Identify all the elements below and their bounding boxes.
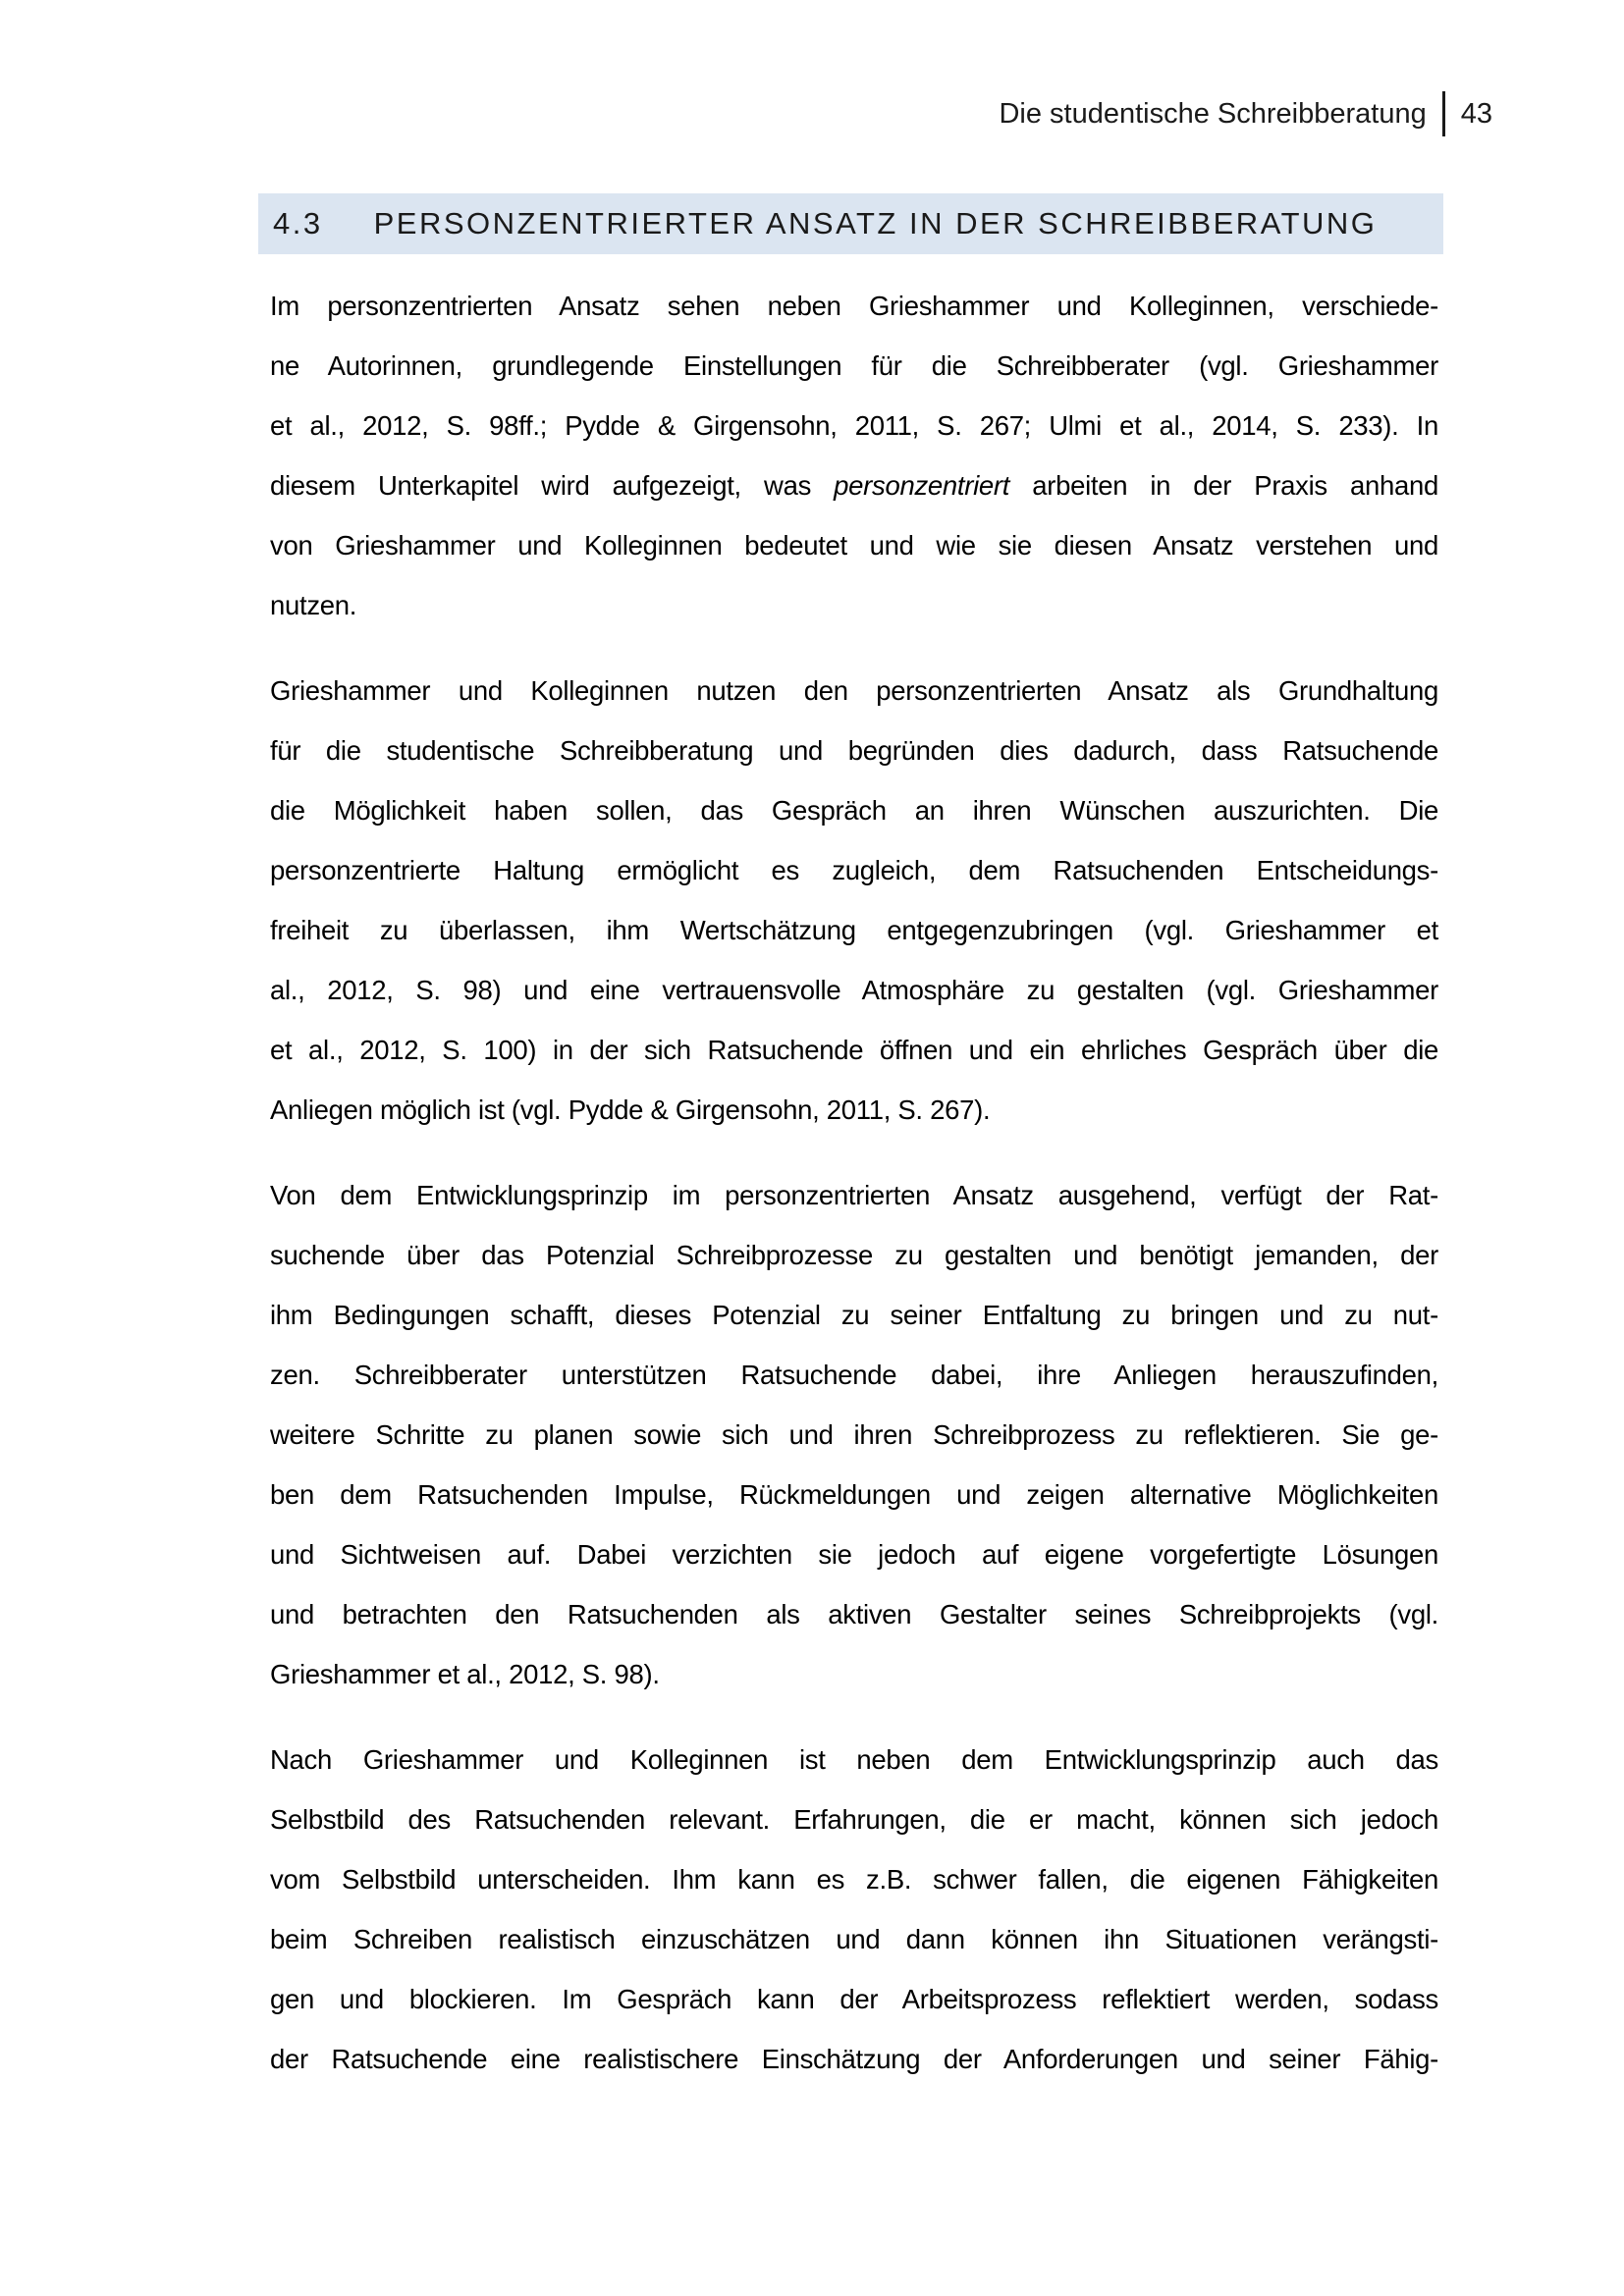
text-line: Anliegen möglich ist (vgl. Pydde & Girgensohn, 2011, S. 267). [270, 1095, 991, 1125]
text-line: gen und blockieren. Im Gespräch kann der Arbeitsprozess reflektiert werden, sodass [270, 1984, 1438, 2014]
running-header-title: Die studentische Schreibberatung [999, 98, 1427, 130]
header-separator-rule [1442, 91, 1445, 136]
body-text [270, 276, 1438, 2114]
paragraph [270, 276, 1438, 635]
text-line: Im personzentrierten Ansatz sehen neben Grieshammer und Kolleginnen, verschiede- [270, 291, 1438, 321]
text-line: Von dem Entwicklungsprinzip im personzentrierten Ansatz ausgehend, verfügt der Rat- [270, 1180, 1438, 1210]
text-line: freiheit zu überlassen, ihm Wertschätzung entgegenzubringen (vgl. Grieshammer et [270, 915, 1438, 945]
text-line: Grieshammer et al., 2012, S. 98). [270, 1659, 660, 1689]
text-line: ne Autorinnen, grundlegende Einstellungen für die Schreibberater (vgl. Grieshammer [270, 350, 1438, 381]
section-heading [258, 193, 1443, 254]
section-number: 4.3 [273, 206, 323, 240]
text-line: ben dem Ratsuchenden Impulse, Rückmeldungen und zeigen alternative Möglichkeiten [270, 1479, 1438, 1510]
running-header [999, 90, 1492, 137]
text-line: und Sichtweisen auf. Dabei verzichten sie jedoch auf eigene vorgefertigte Lösungen [270, 1539, 1438, 1570]
paragraph [270, 1730, 1438, 2089]
text-line: für die studentische Schreibberatung und begründen dies dadurch, dass Ratsuchende [270, 735, 1438, 766]
text-line: et al., 2012, S. 98ff.; Pydde & Girgensohn, 2011, S. 267; Ulmi et al., 2014, S. 233). In [270, 410, 1438, 441]
text-line: personzentrierte Haltung ermöglicht es zugleich, dem Ratsuchenden Entscheidungs- [270, 855, 1438, 885]
text-line: Nach Grieshammer und Kolleginnen ist neben dem Entwicklungsprinzip auch das [270, 1744, 1438, 1775]
text-line: der Ratsuchende eine realistischere Einschätzung der Anforderungen und seiner Fähig- [270, 2044, 1438, 2074]
text-line: die Möglichkeit haben sollen, das Gespräch an ihren Wünschen auszurichten. Die [270, 795, 1438, 826]
text-line: diesem Unterkapitel wird aufgezeigt, was personzentriert arbeiten in der Praxis anhand [270, 470, 1438, 501]
text-line: Grieshammer und Kolleginnen nutzen den personzentrierten Ansatz als Grundhaltung [270, 675, 1438, 706]
text-line: weitere Schritte zu planen sowie sich und ihren Schreibprozess zu reflektieren. Sie ge- [270, 1419, 1438, 1450]
text-line: al., 2012, S. 98) und eine vertrauensvolle Atmosphäre zu gestalten (vgl. Grieshammer [270, 975, 1438, 1005]
text-line: ihm Bedingungen schafft, dieses Potenzial zu seiner Entfaltung zu bringen und zu nut- [270, 1300, 1438, 1330]
text-line: von Grieshammer und Kolleginnen bedeutet und wie sie diesen Ansatz verstehen und [270, 530, 1438, 561]
paragraph [270, 1165, 1438, 1704]
text-line: und betrachten den Ratsuchenden als aktiven Gestalter seines Schreibprojekts (vgl. [270, 1599, 1438, 1629]
text-line: nutzen. [270, 590, 357, 620]
paragraph [270, 661, 1438, 1140]
text-line: vom Selbstbild unterscheiden. Ihm kann es z.B. schwer fallen, die eigenen Fähigkeiten [270, 1864, 1438, 1895]
text-line: beim Schreiben realistisch einzuschätzen und dann können ihn Situationen verängsti- [270, 1924, 1438, 1954]
text-line: zen. Schreibberater unterstützen Ratsuchende dabei, ihre Anliegen herauszufinden, [270, 1360, 1438, 1390]
text-line: suchende über das Potenzial Schreibprozesse zu gestalten und benötigt jemanden, der [270, 1240, 1438, 1270]
page-number: 43 [1460, 98, 1492, 130]
section-title: PERSONZENTRIERTER ANSATZ IN DER SCHREIBBERATUNG [373, 206, 1378, 240]
text-line: et al., 2012, S. 100) in der sich Ratsuchende öffnen und ein ehrliches Gespräch über die [270, 1035, 1438, 1065]
text-line: Selbstbild des Ratsuchenden relevant. Erfahrungen, die er macht, können sich jedoch [270, 1804, 1438, 1835]
emphasized-text: personzentriert [834, 470, 1010, 501]
